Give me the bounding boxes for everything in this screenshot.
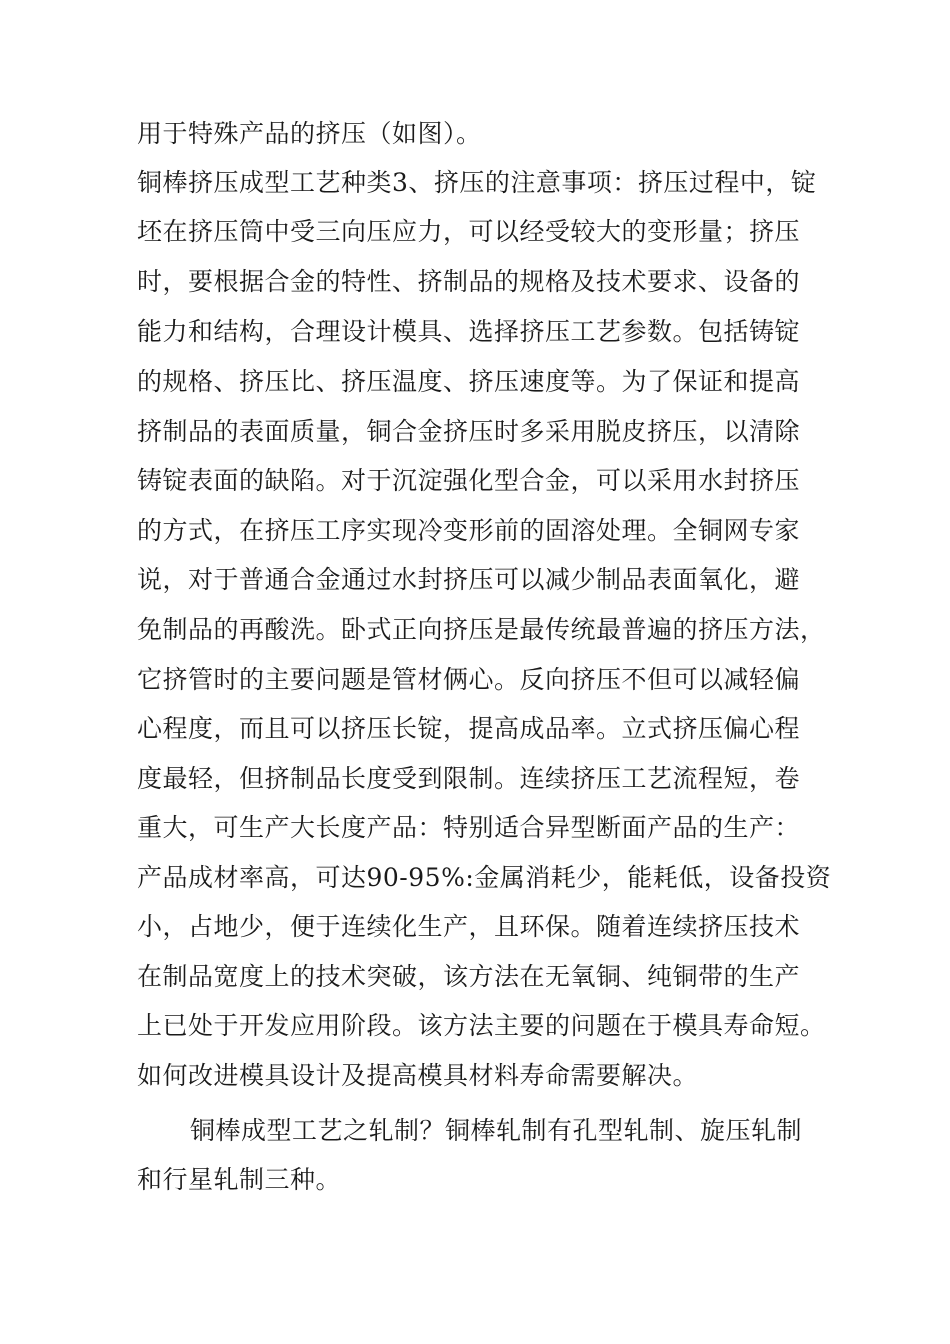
text-line: 在制品宽度上的技术突破，该方法在无氧铜、纯铜带的生产 xyxy=(137,962,801,991)
text-line: 的规格、挤压比、挤压温度、挤压速度等。为了保证和提高 xyxy=(137,367,801,396)
text-line: 坯在挤压筒中受三向压应力，可以经受较大的变形量；挤压 xyxy=(137,217,801,246)
text-line: 铸锭表面的缺陷。对于沉淀强化型合金，可以采用水封挤压 xyxy=(137,466,801,495)
text-line: 上已处于开发应用阶段。该方法主要的问题在于模具寿命短。 xyxy=(137,1011,826,1040)
text-line: 说，对于普通合金通过水封挤压可以减少制品表面氧化，避 xyxy=(137,565,801,594)
text-line: 小，占地少，便于连续化生产，且环保。随着连续挤压技术 xyxy=(137,912,801,941)
text-line: 如何改进模具设计及提高模具材料寿命需要解决。 xyxy=(137,1061,699,1090)
text-line: 重大，可生产大长度产品：特别适合异型断面产品的生产： xyxy=(137,813,801,842)
text-line: 挤制品的表面质量，铜合金挤压时多采用脱皮挤压，以清除 xyxy=(137,417,801,446)
text-line: 和行星轧制三种。 xyxy=(137,1165,342,1194)
text-line: 铜棒挤压成型工艺种类3、挤压的注意事项：挤压过程中，锭 xyxy=(137,168,817,197)
text-line: 度最轻，但挤制品长度受到限制。连续挤压工艺流程短，卷 xyxy=(137,764,801,793)
text-line: 用于特殊产品的挤压（如图）。 xyxy=(137,119,482,148)
text-line: 时，要根据合金的特性、挤制品的规格及技术要求、设备的 xyxy=(137,267,801,296)
text-line: 免制品的再酸洗。卧式正向挤压是最传统最普遍的挤压方法， xyxy=(137,615,826,644)
text-line: 产品成材率高，可达90-95%:金属消耗少，能耗低，设备投资 xyxy=(137,863,832,892)
paragraph-first-line: 铜棒成型工艺之轧制？铜棒轧制有孔型轧制、旋压轧制 xyxy=(190,1116,803,1145)
text-line: 心程度，而且可以挤压长锭，提高成品率。立式挤压偏心程 xyxy=(137,714,801,743)
text-line: 的方式，在挤压工序实现冷变形前的固溶处理。全铜网专家 xyxy=(137,516,801,545)
text-line: 它挤管时的主要问题是管材俩心。反向挤压不但可以减轻偏 xyxy=(137,665,801,694)
text-line: 能力和结构，合理设计模具、选择挤压工艺参数。包括铸锭 xyxy=(137,317,801,346)
